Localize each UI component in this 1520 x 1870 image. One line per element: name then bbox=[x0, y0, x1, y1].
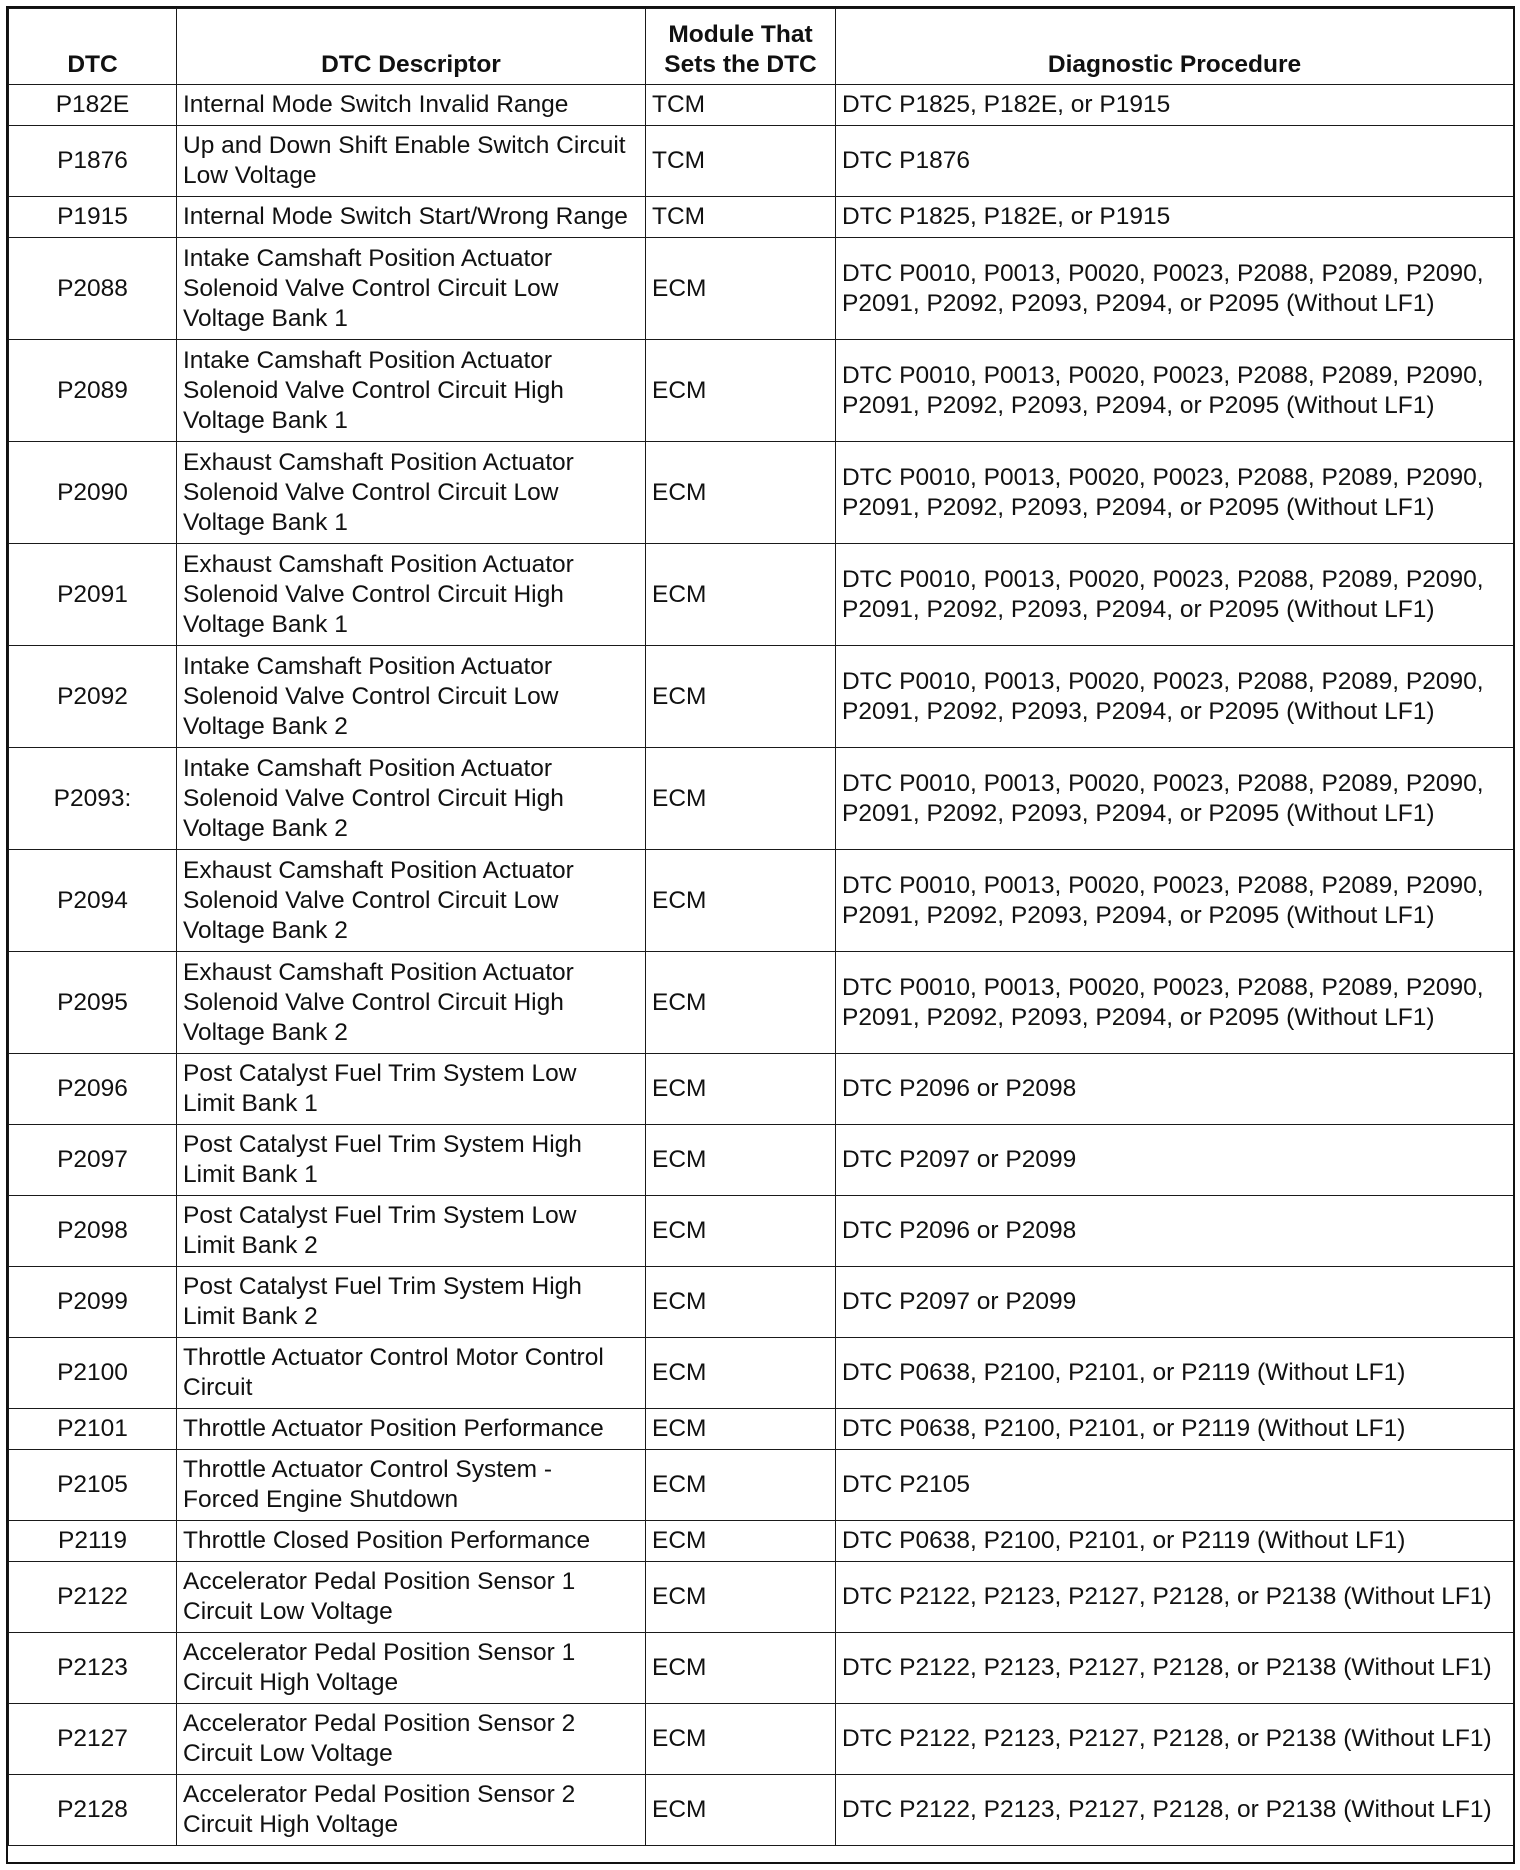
cell-module: ECM bbox=[646, 952, 836, 1054]
cell-diagnostic-procedure: DTC P0010, P0013, P0020, P0023, P2088, P2089, P2090, P2091, P2092, P2093, P2094, or P2095 (Without LF1) bbox=[836, 340, 1514, 442]
cell-module: ECM bbox=[646, 646, 836, 748]
cell-diagnostic-procedure: DTC P0638, P2100, P2101, or P2119 (Without LF1) bbox=[836, 1521, 1514, 1562]
cell-dtc-descriptor: Up and Down Shift Enable Switch Circuit Low Voltage bbox=[177, 126, 646, 197]
cell-diagnostic-procedure: DTC P2122, P2123, P2127, P2128, or P2138 (Without LF1) bbox=[836, 1633, 1514, 1704]
cell-dtc-descriptor: Internal Mode Switch Invalid Range bbox=[177, 85, 646, 126]
table-body bbox=[9, 85, 1514, 1846]
table-row bbox=[9, 1633, 1514, 1704]
dtc-table bbox=[8, 8, 1514, 1846]
cell-diagnostic-procedure: DTC P0010, P0013, P0020, P0023, P2088, P2089, P2090, P2091, P2092, P2093, P2094, or P2095 (Without LF1) bbox=[836, 748, 1514, 850]
table-row bbox=[9, 1125, 1514, 1196]
cell-dtc-descriptor: Exhaust Camshaft Position Actuator Solenoid Valve Control Circuit High Voltage Bank 2 bbox=[177, 952, 646, 1054]
cell-dtc-descriptor: Exhaust Camshaft Position Actuator Solenoid Valve Control Circuit Low Voltage Bank 1 bbox=[177, 442, 646, 544]
table-row bbox=[9, 1775, 1514, 1846]
cell-diagnostic-procedure: DTC P2097 or P2099 bbox=[836, 1267, 1514, 1338]
cell-diagnostic-procedure: DTC P2096 or P2098 bbox=[836, 1054, 1514, 1125]
cell-dtc-code: P2099 bbox=[9, 1267, 177, 1338]
cell-diagnostic-procedure: DTC P1825, P182E, or P1915 bbox=[836, 85, 1514, 126]
table-row bbox=[9, 850, 1514, 952]
cell-dtc-code: P2122 bbox=[9, 1562, 177, 1633]
cell-dtc-descriptor: Internal Mode Switch Start/Wrong Range bbox=[177, 197, 646, 238]
cell-diagnostic-procedure: DTC P0010, P0013, P0020, P0023, P2088, P2089, P2090, P2091, P2092, P2093, P2094, or P2095 (Without LF1) bbox=[836, 442, 1514, 544]
cell-dtc-code: P2089 bbox=[9, 340, 177, 442]
cell-dtc-code: P2092 bbox=[9, 646, 177, 748]
table-row bbox=[9, 1450, 1514, 1521]
cell-module: ECM bbox=[646, 1450, 836, 1521]
header-row bbox=[9, 9, 1514, 85]
cell-module: ECM bbox=[646, 1338, 836, 1409]
cell-dtc-descriptor: Throttle Closed Position Performance bbox=[177, 1521, 646, 1562]
header-descriptor: DTC Descriptor bbox=[177, 9, 646, 85]
cell-dtc-code: P1876 bbox=[9, 126, 177, 197]
table-row bbox=[9, 1054, 1514, 1125]
cell-dtc-descriptor: Throttle Actuator Control Motor Control Circuit bbox=[177, 1338, 646, 1409]
table-row bbox=[9, 197, 1514, 238]
cell-dtc-code: P2127 bbox=[9, 1704, 177, 1775]
cell-dtc-descriptor: Accelerator Pedal Position Sensor 2 Circuit High Voltage bbox=[177, 1775, 646, 1846]
cell-dtc-code: P2094 bbox=[9, 850, 177, 952]
cell-diagnostic-procedure: DTC P0010, P0013, P0020, P0023, P2088, P2089, P2090, P2091, P2092, P2093, P2094, or P2095 (Without LF1) bbox=[836, 646, 1514, 748]
table-row bbox=[9, 238, 1514, 340]
cell-module: TCM bbox=[646, 85, 836, 126]
cell-dtc-code: P2100 bbox=[9, 1338, 177, 1409]
cell-module: ECM bbox=[646, 1196, 836, 1267]
cell-diagnostic-procedure: DTC P2122, P2123, P2127, P2128, or P2138 (Without LF1) bbox=[836, 1704, 1514, 1775]
cell-module: ECM bbox=[646, 1054, 836, 1125]
cell-dtc-code: P182E bbox=[9, 85, 177, 126]
cell-dtc-code: P2128 bbox=[9, 1775, 177, 1846]
cell-dtc-descriptor: Post Catalyst Fuel Trim System High Limit Bank 1 bbox=[177, 1125, 646, 1196]
cell-diagnostic-procedure: DTC P2097 or P2099 bbox=[836, 1125, 1514, 1196]
table-row bbox=[9, 544, 1514, 646]
table-header bbox=[9, 9, 1514, 85]
table-row bbox=[9, 1267, 1514, 1338]
cell-dtc-descriptor: Accelerator Pedal Position Sensor 1 Circuit High Voltage bbox=[177, 1633, 646, 1704]
cell-dtc-descriptor: Exhaust Camshaft Position Actuator Solenoid Valve Control Circuit Low Voltage Bank 2 bbox=[177, 850, 646, 952]
cell-module: ECM bbox=[646, 850, 836, 952]
cell-diagnostic-procedure: DTC P0638, P2100, P2101, or P2119 (Without LF1) bbox=[836, 1338, 1514, 1409]
cell-dtc-code: P2119 bbox=[9, 1521, 177, 1562]
cell-module: ECM bbox=[646, 1267, 836, 1338]
header-dtc: DTC bbox=[9, 9, 177, 85]
cell-dtc-code: P2091 bbox=[9, 544, 177, 646]
cell-dtc-code: P2095 bbox=[9, 952, 177, 1054]
cell-dtc-descriptor: Accelerator Pedal Position Sensor 2 Circuit Low Voltage bbox=[177, 1704, 646, 1775]
table-row bbox=[9, 442, 1514, 544]
cell-dtc-descriptor: Post Catalyst Fuel Trim System Low Limit Bank 1 bbox=[177, 1054, 646, 1125]
table-row bbox=[9, 1196, 1514, 1267]
cell-module: ECM bbox=[646, 1409, 836, 1450]
cell-dtc-code: P2093: bbox=[9, 748, 177, 850]
cell-module: ECM bbox=[646, 1775, 836, 1846]
table-row bbox=[9, 1521, 1514, 1562]
cell-dtc-descriptor: Exhaust Camshaft Position Actuator Solenoid Valve Control Circuit High Voltage Bank 1 bbox=[177, 544, 646, 646]
cell-dtc-code: P2090 bbox=[9, 442, 177, 544]
cell-module: TCM bbox=[646, 197, 836, 238]
cell-module: ECM bbox=[646, 1704, 836, 1775]
cell-dtc-code: P2097 bbox=[9, 1125, 177, 1196]
cell-dtc-code: P2105 bbox=[9, 1450, 177, 1521]
cell-module: ECM bbox=[646, 1521, 836, 1562]
cell-dtc-descriptor: Accelerator Pedal Position Sensor 1 Circuit Low Voltage bbox=[177, 1562, 646, 1633]
cell-diagnostic-procedure: DTC P1825, P182E, or P1915 bbox=[836, 197, 1514, 238]
cell-diagnostic-procedure: DTC P0010, P0013, P0020, P0023, P2088, P2089, P2090, P2091, P2092, P2093, P2094, or P2095 (Without LF1) bbox=[836, 952, 1514, 1054]
cell-module: ECM bbox=[646, 442, 836, 544]
cell-module: ECM bbox=[646, 238, 836, 340]
table-row bbox=[9, 646, 1514, 748]
table-row bbox=[9, 1562, 1514, 1633]
cell-module: ECM bbox=[646, 1125, 836, 1196]
table-row bbox=[9, 85, 1514, 126]
cell-diagnostic-procedure: DTC P2122, P2123, P2127, P2128, or P2138 (Without LF1) bbox=[836, 1562, 1514, 1633]
table-row bbox=[9, 1409, 1514, 1450]
table-row bbox=[9, 126, 1514, 197]
cell-dtc-code: P2098 bbox=[9, 1196, 177, 1267]
cell-dtc-code: P2096 bbox=[9, 1054, 177, 1125]
cell-diagnostic-procedure: DTC P0010, P0013, P0020, P0023, P2088, P2089, P2090, P2091, P2092, P2093, P2094, or P2095 (Without LF1) bbox=[836, 850, 1514, 952]
cell-dtc-descriptor: Intake Camshaft Position Actuator Solenoid Valve Control Circuit Low Voltage Bank 2 bbox=[177, 646, 646, 748]
cell-dtc-descriptor: Post Catalyst Fuel Trim System High Limit Bank 2 bbox=[177, 1267, 646, 1338]
cell-module: TCM bbox=[646, 126, 836, 197]
cell-diagnostic-procedure: DTC P0010, P0013, P0020, P0023, P2088, P2089, P2090, P2091, P2092, P2093, P2094, or P2095 (Without LF1) bbox=[836, 544, 1514, 646]
cell-dtc-code: P1915 bbox=[9, 197, 177, 238]
table-row bbox=[9, 1338, 1514, 1409]
cell-diagnostic-procedure: DTC P1876 bbox=[836, 126, 1514, 197]
cell-module: ECM bbox=[646, 544, 836, 646]
cell-module: ECM bbox=[646, 1633, 836, 1704]
cell-module: ECM bbox=[646, 748, 836, 850]
table-row bbox=[9, 748, 1514, 850]
cell-dtc-descriptor: Throttle Actuator Control System - Forced Engine Shutdown bbox=[177, 1450, 646, 1521]
header-procedure: Diagnostic Procedure bbox=[836, 9, 1514, 85]
cell-dtc-descriptor: Intake Camshaft Position Actuator Solenoid Valve Control Circuit Low Voltage Bank 1 bbox=[177, 238, 646, 340]
cell-dtc-descriptor: Post Catalyst Fuel Trim System Low Limit Bank 2 bbox=[177, 1196, 646, 1267]
cell-diagnostic-procedure: DTC P0638, P2100, P2101, or P2119 (Without LF1) bbox=[836, 1409, 1514, 1450]
cell-dtc-code: P2088 bbox=[9, 238, 177, 340]
cell-diagnostic-procedure: DTC P0010, P0013, P0020, P0023, P2088, P2089, P2090, P2091, P2092, P2093, P2094, or P2095 (Without LF1) bbox=[836, 238, 1514, 340]
cell-diagnostic-procedure: DTC P2105 bbox=[836, 1450, 1514, 1521]
cell-diagnostic-procedure: DTC P2122, P2123, P2127, P2128, or P2138 (Without LF1) bbox=[836, 1775, 1514, 1846]
cell-dtc-descriptor: Throttle Actuator Position Performance bbox=[177, 1409, 646, 1450]
header-module: Module That Sets the DTC bbox=[646, 9, 836, 85]
cell-dtc-code: P2101 bbox=[9, 1409, 177, 1450]
cell-dtc-code: P2123 bbox=[9, 1633, 177, 1704]
cell-dtc-descriptor: Intake Camshaft Position Actuator Solenoid Valve Control Circuit High Voltage Bank 2 bbox=[177, 748, 646, 850]
cell-module: ECM bbox=[646, 1562, 836, 1633]
cell-module: ECM bbox=[646, 340, 836, 442]
table-row bbox=[9, 340, 1514, 442]
table-row bbox=[9, 952, 1514, 1054]
cell-dtc-descriptor: Intake Camshaft Position Actuator Solenoid Valve Control Circuit High Voltage Bank 1 bbox=[177, 340, 646, 442]
table-row bbox=[9, 1704, 1514, 1775]
cell-diagnostic-procedure: DTC P2096 or P2098 bbox=[836, 1196, 1514, 1267]
